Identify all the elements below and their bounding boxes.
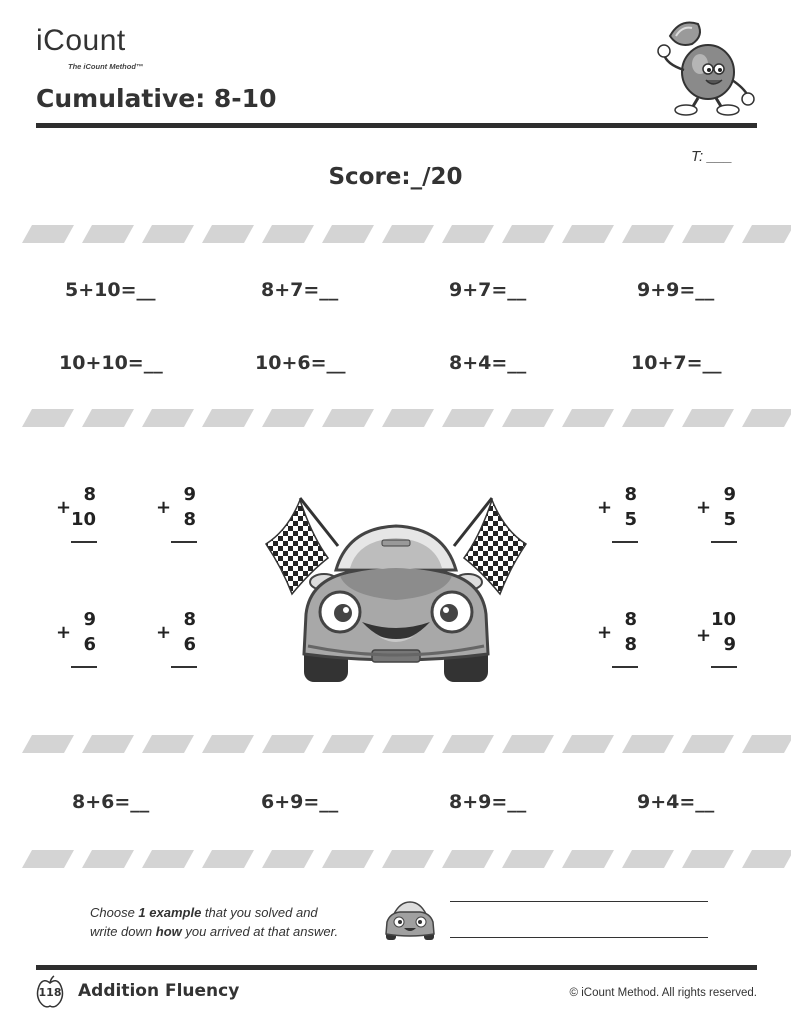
- addend-top: 9: [183, 484, 196, 505]
- vertical-problem-2[interactable]: [156, 484, 204, 552]
- problem-5[interactable]: 10+10=__: [59, 352, 163, 374]
- vertical-problem-8[interactable]: [696, 609, 744, 677]
- problem-2[interactable]: 8+7=__: [261, 279, 339, 301]
- vertical-problem-7[interactable]: [597, 609, 645, 677]
- problem-11[interactable]: 8+9=__: [449, 791, 527, 813]
- copyright-notice: © iCount Method. All rights reserved.: [569, 987, 757, 999]
- icount-logo: [36, 24, 144, 71]
- vertical-problem-5[interactable]: [56, 609, 104, 677]
- addend-top: 9: [723, 484, 736, 505]
- problem-12[interactable]: 9+4=__: [637, 791, 715, 813]
- timer-label: T: ___: [691, 148, 733, 165]
- stripe-divider: [22, 735, 791, 753]
- stripe-divider: [22, 850, 791, 868]
- addend-top: 8: [83, 484, 96, 505]
- page-number-badge: [36, 974, 64, 1010]
- addend-top: 10: [710, 609, 736, 630]
- plus-sign: +: [56, 622, 72, 643]
- addend-bottom: 9: [723, 634, 736, 655]
- stripe-divider: [22, 225, 791, 243]
- score-label: Score:_/20: [328, 164, 463, 190]
- addend-bottom: 6: [183, 634, 196, 655]
- answer-writing-line[interactable]: [450, 901, 708, 902]
- addend-top: 9: [83, 609, 96, 630]
- answer-line: [711, 541, 737, 543]
- vertical-problem-4[interactable]: [696, 484, 744, 552]
- header-rule: [36, 123, 757, 128]
- addend-bottom: 8: [624, 634, 637, 655]
- addend-top: 8: [624, 484, 637, 505]
- plus-sign: +: [156, 497, 172, 518]
- problem-10[interactable]: 6+9=__: [261, 791, 339, 813]
- page-title: Cumulative: 8-10: [36, 84, 277, 113]
- addend-bottom: 5: [723, 509, 736, 530]
- addend-bottom: 5: [624, 509, 637, 530]
- addend-top: 8: [624, 609, 637, 630]
- answer-writing-line[interactable]: [450, 937, 708, 938]
- small-car-icon: [380, 898, 440, 942]
- reflection-prompt: [90, 903, 338, 941]
- answer-line: [71, 541, 97, 543]
- logo-text: iCount: [36, 24, 126, 57]
- answer-line: [612, 541, 638, 543]
- problem-9[interactable]: 8+6=__: [72, 791, 150, 813]
- vertical-problem-6[interactable]: [156, 609, 204, 677]
- plus-sign: +: [696, 497, 712, 518]
- problem-1[interactable]: 5+10=__: [65, 279, 156, 301]
- vertical-problem-1[interactable]: [56, 484, 104, 552]
- problem-4[interactable]: 9+9=__: [637, 279, 715, 301]
- problem-3[interactable]: 9+7=__: [449, 279, 527, 301]
- problem-8[interactable]: 10+7=__: [631, 352, 722, 374]
- footer-title: Addition Fluency: [78, 981, 240, 1001]
- plus-sign: +: [56, 497, 72, 518]
- plus-sign: +: [597, 497, 613, 518]
- vertical-problem-3[interactable]: [597, 484, 645, 552]
- apple-mascot-icon: [652, 14, 756, 118]
- answer-line: [71, 666, 97, 668]
- problem-7[interactable]: 8+4=__: [449, 352, 527, 374]
- addend-bottom: 8: [183, 509, 196, 530]
- addend-bottom: 6: [83, 634, 96, 655]
- problem-6[interactable]: 10+6=__: [255, 352, 346, 374]
- answer-line: [171, 666, 197, 668]
- reflection-line-1: Choose 1 example that you solved and: [90, 905, 318, 920]
- reflection-line-2: write down how you arrived at that answer.: [90, 924, 339, 939]
- answer-line: [171, 541, 197, 543]
- answer-line: [711, 666, 737, 668]
- addend-top: 8: [183, 609, 196, 630]
- plus-sign: +: [597, 622, 613, 643]
- plus-sign: +: [696, 625, 712, 646]
- logo-tagline: The iCount Method™: [68, 62, 144, 71]
- page-number: 118: [38, 986, 62, 999]
- addend-bottom: 10: [70, 509, 96, 530]
- race-car-icon: [258, 496, 534, 688]
- footer-rule: [36, 965, 757, 970]
- answer-line: [612, 666, 638, 668]
- stripe-divider: [22, 409, 791, 427]
- plus-sign: +: [156, 622, 172, 643]
